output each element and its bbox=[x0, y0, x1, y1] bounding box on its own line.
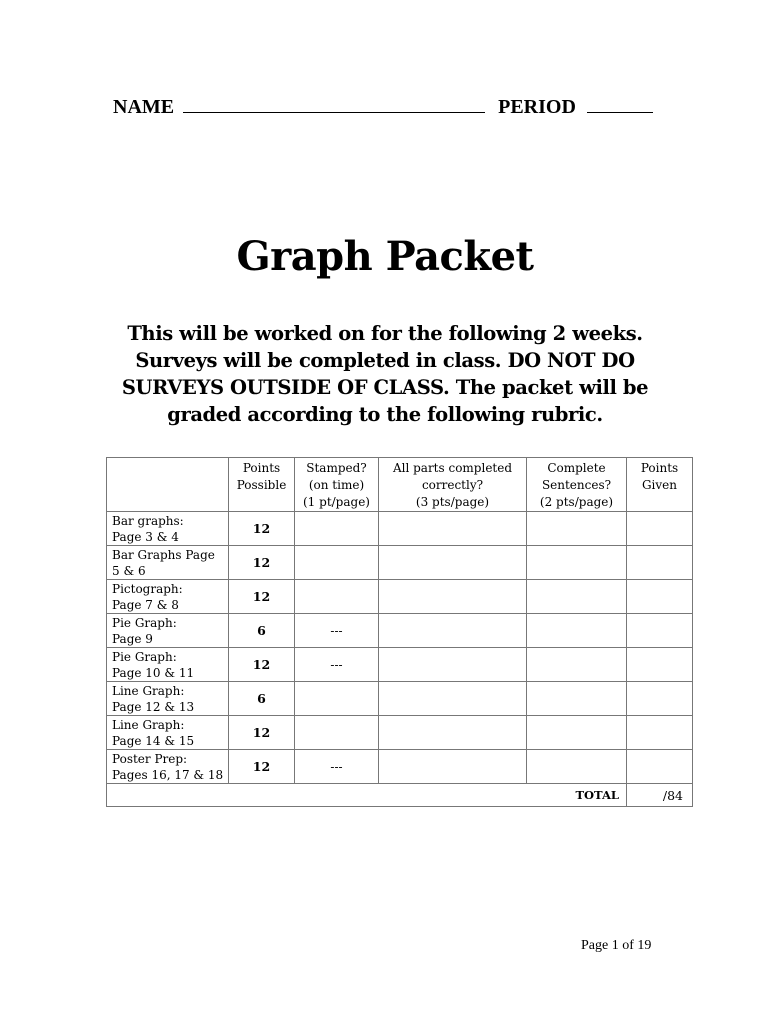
row-points-given bbox=[627, 614, 693, 648]
row-item: Bar graphs: Page 3 & 4 bbox=[107, 512, 229, 546]
rubric-table bbox=[106, 457, 693, 807]
table-row bbox=[107, 512, 693, 546]
row-points-possible: 12 bbox=[229, 580, 295, 614]
row-points-given bbox=[627, 512, 693, 546]
row-all-parts bbox=[379, 512, 527, 546]
table-row bbox=[107, 750, 693, 784]
row-item: Pie Graph: Page 10 & 11 bbox=[107, 648, 229, 682]
row-points-given bbox=[627, 580, 693, 614]
total-label: TOTAL bbox=[107, 784, 627, 807]
row-complete-sentences bbox=[527, 580, 627, 614]
row-all-parts bbox=[379, 580, 527, 614]
header-cell-all-parts: All parts completed correctly? (3 pts/page) bbox=[379, 458, 527, 512]
row-points-possible: 12 bbox=[229, 750, 295, 784]
row-all-parts bbox=[379, 716, 527, 750]
row-item: Pie Graph: Page 9 bbox=[107, 614, 229, 648]
name-period-line bbox=[113, 96, 653, 119]
row-complete-sentences bbox=[527, 716, 627, 750]
row-stamped: --- bbox=[295, 750, 379, 784]
row-complete-sentences bbox=[527, 682, 627, 716]
row-points-possible: 12 bbox=[229, 512, 295, 546]
total-value: /84 bbox=[627, 784, 693, 807]
row-complete-sentences bbox=[527, 614, 627, 648]
row-stamped bbox=[295, 546, 379, 580]
row-points-possible: 12 bbox=[229, 546, 295, 580]
table-row bbox=[107, 580, 693, 614]
table-row bbox=[107, 546, 693, 580]
row-stamped bbox=[295, 512, 379, 546]
table-row bbox=[107, 682, 693, 716]
row-all-parts bbox=[379, 546, 527, 580]
row-complete-sentences bbox=[527, 512, 627, 546]
row-all-parts bbox=[379, 682, 527, 716]
table-row bbox=[107, 614, 693, 648]
row-points-possible: 12 bbox=[229, 716, 295, 750]
row-complete-sentences bbox=[527, 648, 627, 682]
row-all-parts bbox=[379, 614, 527, 648]
header-cell-points-possible: Points Possible bbox=[229, 458, 295, 512]
row-item: Line Graph: Page 14 & 15 bbox=[107, 716, 229, 750]
row-complete-sentences bbox=[527, 750, 627, 784]
row-points-possible: 12 bbox=[229, 648, 295, 682]
table-row bbox=[107, 716, 693, 750]
table-row bbox=[107, 648, 693, 682]
row-points-given bbox=[627, 750, 693, 784]
period-label: PERIOD bbox=[498, 96, 576, 118]
row-all-parts bbox=[379, 750, 527, 784]
row-item: Poster Prep: Pages 16, 17 & 18 bbox=[107, 750, 229, 784]
row-complete-sentences bbox=[527, 546, 627, 580]
name-label: NAME bbox=[113, 96, 175, 118]
row-item: Line Graph: Page 12 & 13 bbox=[107, 682, 229, 716]
name-blank bbox=[183, 96, 485, 113]
row-points-given bbox=[627, 546, 693, 580]
header-cell-item bbox=[107, 458, 229, 512]
header-cell-points-given: Points Given bbox=[627, 458, 693, 512]
row-stamped bbox=[295, 580, 379, 614]
rubric-header-row bbox=[107, 458, 693, 512]
row-points-given bbox=[627, 648, 693, 682]
header-cell-stamped: Stamped? (on time) (1 pt/page) bbox=[295, 458, 379, 512]
total-row bbox=[107, 784, 693, 807]
row-points-possible: 6 bbox=[229, 682, 295, 716]
row-points-possible: 6 bbox=[229, 614, 295, 648]
row-stamped: --- bbox=[295, 614, 379, 648]
header-cell-complete-sentences: Complete Sentences? (2 pts/page) bbox=[527, 458, 627, 512]
page-title: Graph Packet bbox=[236, 233, 534, 280]
row-points-given bbox=[627, 716, 693, 750]
row-points-given bbox=[627, 682, 693, 716]
row-stamped bbox=[295, 716, 379, 750]
row-stamped: --- bbox=[295, 648, 379, 682]
row-item: Pictograph: Page 7 & 8 bbox=[107, 580, 229, 614]
intro-paragraph: This will be worked on for the following 2 weeks. Surveys will be completed in class. DO NOT DO SURVEYS OUTSIDE OF CLASS. The packet will be graded according to the following rubric. bbox=[121, 322, 649, 426]
period-blank bbox=[587, 96, 653, 113]
row-stamped bbox=[295, 682, 379, 716]
row-item: Bar Graphs Page 5 & 6 bbox=[107, 546, 229, 580]
page-number: Page 1 of 19 bbox=[581, 938, 652, 953]
row-all-parts bbox=[379, 648, 527, 682]
